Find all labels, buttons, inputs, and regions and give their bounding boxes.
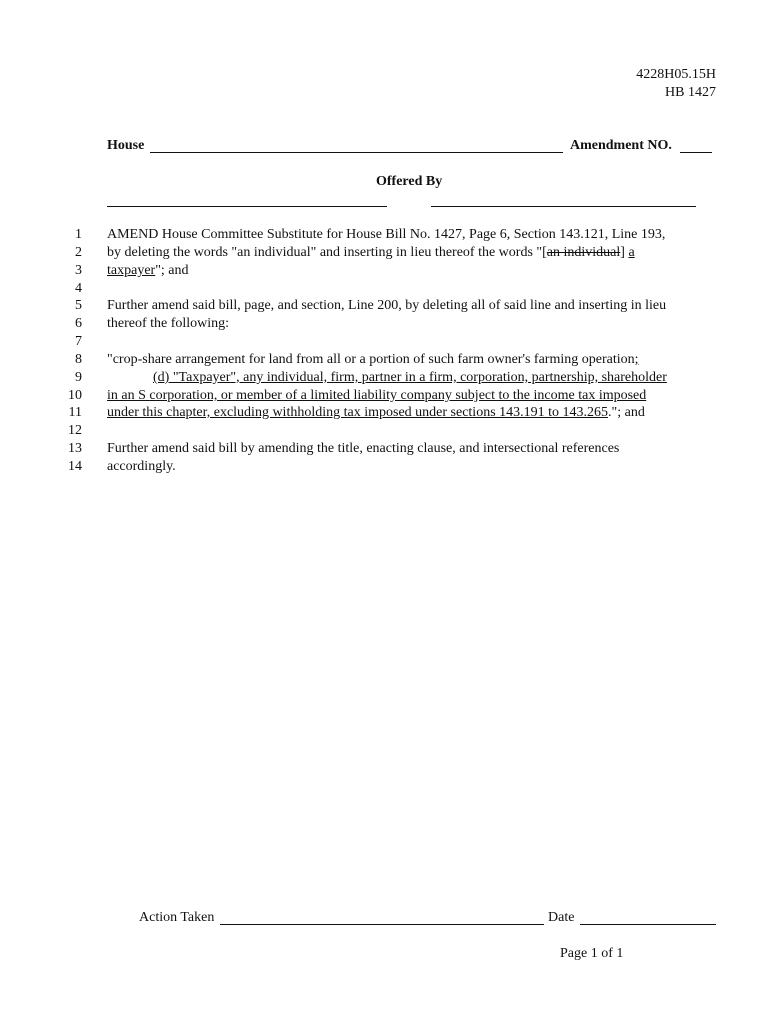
body-line-14: accordingly.: [107, 459, 176, 474]
line-number: 10: [68, 388, 82, 403]
inserted-text: ;: [634, 352, 639, 367]
amendment-number-label: Amendment NO.: [570, 138, 672, 153]
offered-by-label: Offered By: [376, 174, 443, 189]
bill-number: HB 1427: [665, 85, 716, 100]
date-label: Date: [548, 910, 575, 925]
offered-by-line-left: [107, 206, 387, 207]
line-number: 2: [75, 245, 82, 260]
date-line: [580, 924, 716, 925]
body-line-11: [107, 404, 645, 422]
body-text: by deleting the words "an individual" and inserting in lieu thereof the words "[: [107, 245, 547, 260]
body-line-9: [107, 369, 667, 387]
inserted-text: taxpayer: [107, 263, 156, 278]
body-line-6: thereof the following:: [107, 316, 230, 331]
inserted-text: (d) "Taxpayer", any individual, firm, partner in a firm, corporation, partnership, shareholder: [153, 370, 667, 385]
action-taken-label: Action Taken: [139, 910, 215, 925]
body-line-8: [107, 351, 639, 369]
line-number: 8: [75, 352, 82, 367]
line-number: 11: [68, 405, 82, 420]
offered-by-line-right: [431, 206, 696, 207]
line-number: 3: [75, 263, 82, 278]
body-line-1: AMEND House Committee Substitute for House Bill No. 1427, Page 6, Section 143.121, Line 193,: [107, 227, 666, 242]
body-line-3: [107, 262, 189, 280]
body-line-5: Further amend said bill, page, and section, Line 200, by deleting all of said line and inserting in lieu: [107, 298, 667, 313]
body-line-2: [107, 244, 635, 262]
line-number: 12: [68, 423, 82, 438]
line-number: 7: [75, 334, 82, 349]
line-number: 14: [68, 459, 82, 474]
house-label: House: [107, 138, 145, 153]
body-text: ."; and: [608, 405, 645, 420]
line-number: 5: [75, 298, 82, 313]
body-text: ]: [620, 245, 629, 260]
line-number: 4: [75, 281, 82, 296]
page-number: Page 1 of 1: [560, 946, 624, 961]
line-number: 9: [75, 370, 82, 385]
line-number: 13: [68, 441, 82, 456]
line-number: 1: [75, 227, 82, 242]
inserted-text: under this chapter, excluding withholding tax imposed under sections 143.191 to 143.265: [107, 405, 609, 420]
struck-text: an individual: [546, 245, 621, 260]
inserted-text: a: [628, 245, 635, 260]
body-text: "crop-share arrangement for land from all or a portion of such farm owner's farming operation: [107, 352, 635, 367]
body-line-13: Further amend said bill by amending the title, enacting clause, and intersectional references: [107, 441, 620, 456]
action-taken-line: [220, 924, 544, 925]
document-id: 4228H05.15H: [636, 67, 716, 82]
body-line-10: in an S corporation, or member of a limited liability company subject to the income tax imposed: [107, 388, 647, 403]
line-number: 6: [75, 316, 82, 331]
amendment-number-blank: [680, 152, 712, 153]
house-blank-line: [150, 152, 563, 153]
body-text: "; and: [155, 263, 189, 278]
